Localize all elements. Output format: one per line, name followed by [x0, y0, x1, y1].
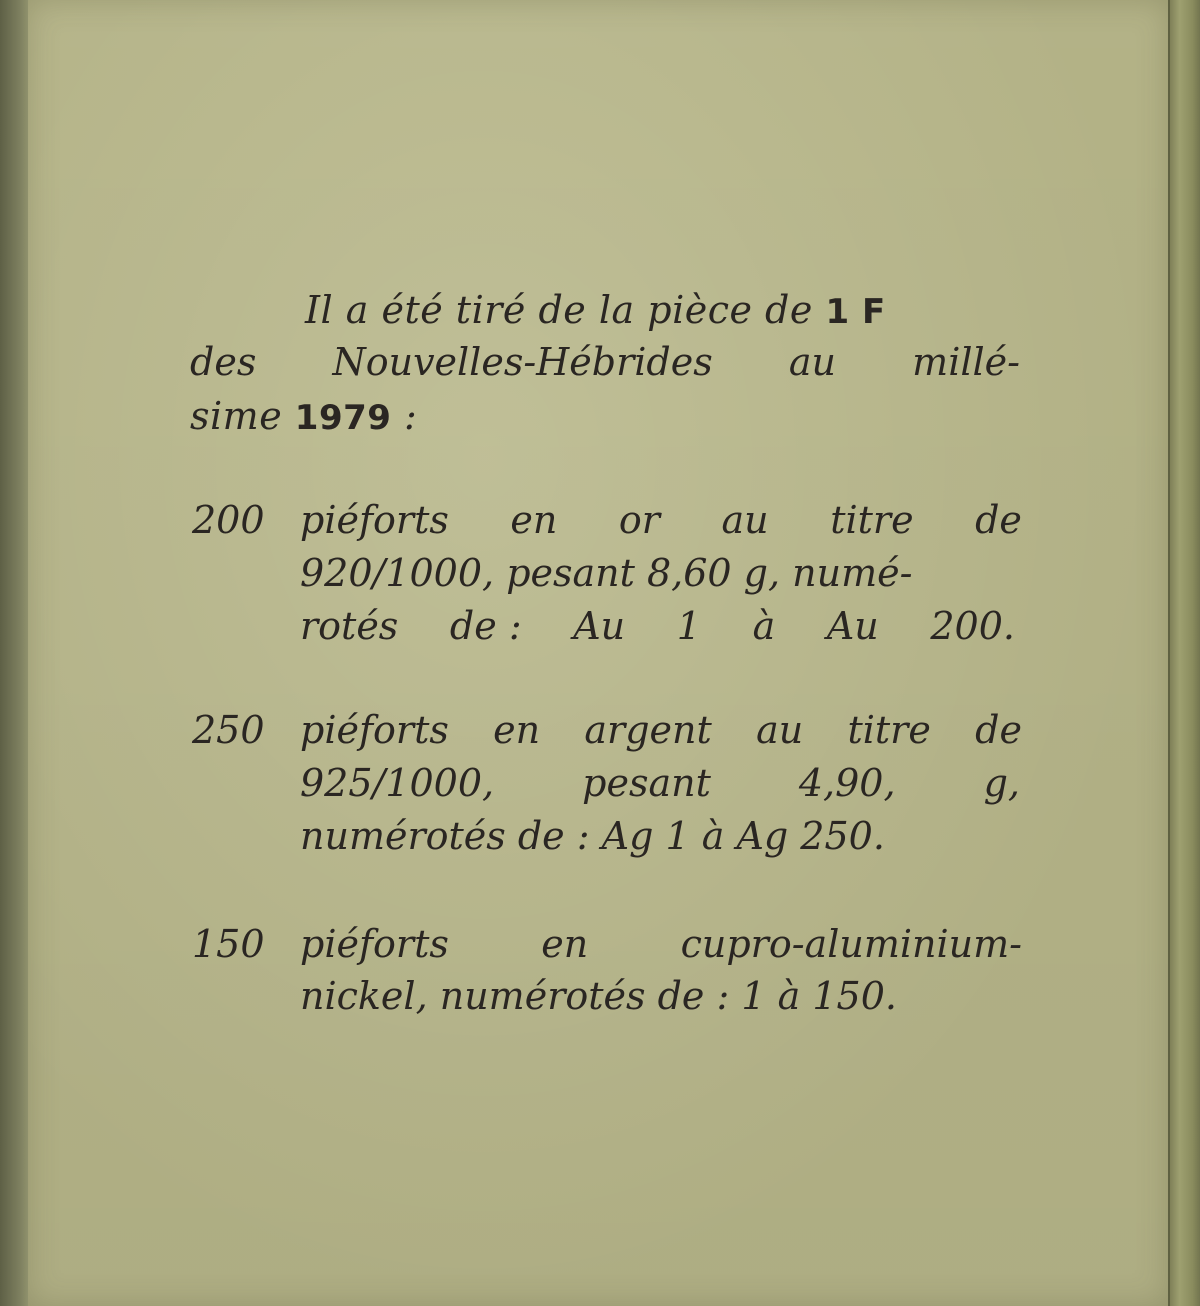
entry-word: rotés [300, 604, 399, 648]
intro-word: millé- [912, 340, 1020, 384]
intro-line-3-text: sime [190, 394, 283, 438]
entry-word: en [510, 498, 558, 542]
entry-word: Au [573, 604, 626, 648]
entry-word: piéforts [300, 922, 449, 966]
entry-word: g, [983, 761, 1020, 805]
entry-word: de [975, 708, 1022, 752]
entry-gold-line-3 [300, 600, 1015, 652]
booklet-spine [1168, 0, 1200, 1306]
intro-line-1 [305, 284, 886, 338]
entry-word: titre [830, 498, 914, 542]
entry-word: or [618, 498, 660, 542]
entry-word: au [756, 708, 804, 752]
entry-silver-line-1 [300, 704, 1022, 756]
entry-word: piéforts [300, 708, 449, 752]
entry-word: 4,90, [798, 761, 896, 805]
entry-count-silver: 250 [192, 708, 265, 752]
entry-cupro-line-2: nickel, numérotés de : 1 à 150. [300, 974, 897, 1018]
entry-word: cupro-aluminium- [680, 922, 1022, 966]
entry-word: de : [449, 604, 522, 648]
entry-gold-line-2: 920/1000, pesant 8,60 g, numé- [300, 551, 913, 595]
entry-cupro-line-1 [300, 918, 1022, 970]
entry-word: en [541, 922, 589, 966]
intro-word: des [190, 340, 257, 384]
entry-silver-line-2 [300, 757, 1020, 809]
entry-word: pesant [582, 761, 711, 805]
entry-count-gold: 200 [192, 498, 265, 542]
entry-word: à [752, 604, 776, 648]
entry-word: 925/1000, [300, 761, 495, 805]
intro-word: au [788, 340, 837, 384]
entry-word: argent [584, 708, 712, 752]
entry-word: Au [826, 604, 879, 648]
entry-word: de [975, 498, 1022, 542]
intro-line-3 [190, 390, 417, 444]
booklet-page [28, 0, 1168, 1306]
entry-silver-line-3: numérotés de : Ag 1 à Ag 250. [300, 814, 885, 858]
intro-line-2 [190, 336, 1020, 388]
entry-word: au [721, 498, 769, 542]
entry-word: 200. [930, 604, 1015, 648]
entry-word: piéforts [300, 498, 449, 542]
intro-word: Nouvelles-Hébrides [332, 340, 713, 384]
intro-denomination: 1 F [825, 292, 886, 332]
entry-word: titre [847, 708, 931, 752]
intro-colon: : [404, 394, 418, 438]
entry-count-cupro: 150 [192, 922, 265, 966]
intro-year: 1979 [294, 398, 392, 438]
entry-gold-line-1 [300, 494, 1022, 546]
page-left-edge [0, 0, 28, 1306]
entry-word: 1 [676, 604, 701, 648]
intro-line-1-text: Il a été tiré de la pièce de [305, 288, 813, 332]
entry-word: en [493, 708, 541, 752]
